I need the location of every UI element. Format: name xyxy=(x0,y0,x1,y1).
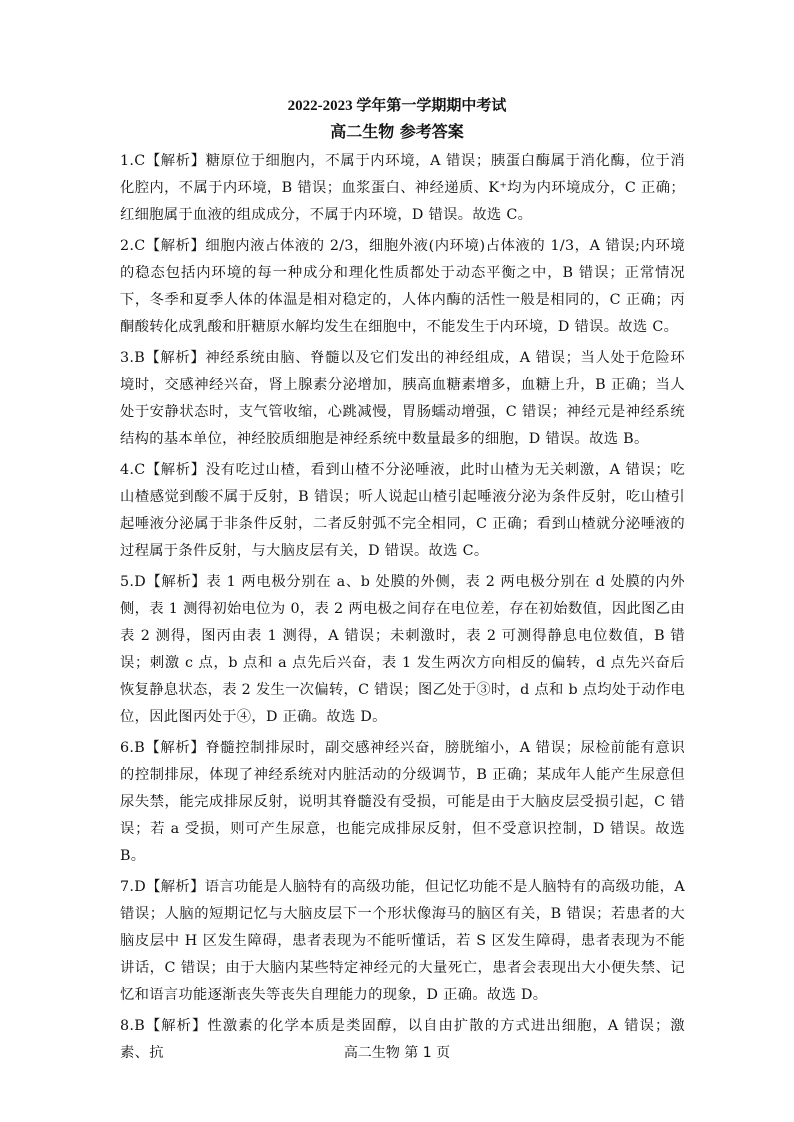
document-subtitle: 高二生物 参考答案 xyxy=(330,122,464,141)
answer-item-4: 4.C【解析】没有吃过山楂，看到山楂不分泌唾液，此时山楂为无关刺激，A 错误；吃山楂感觉到酸不属于反射，B 错误；听人说起山楂引起唾液分泌为条件反射，吃山楂引起唾液分泌属于非条件反射，二者反射弧不完全相同，C 正确；看到山楂就分泌唾液的过程属于条件反射，与大脑皮层有关，D 错误。故选 C。 xyxy=(120,462,685,559)
answer-item-2: 2.C【解析】细胞内液占体液的 2/3，细胞外液(内环境)占体液的 1/3，A 错误;内环境的稳态包括内环境的每一种成分和理化性质都处于动态平衡之中，B 错误；正常情况下，冬季和夏季人体的体温是相对稳定的，人体内酶的活性一般是相同的，C 正确；丙酮酸转化成乳酸和肝糖原水解均发生在细胞中，不能发生于内环境，D 错误。故选 C。 xyxy=(120,238,685,335)
document-title: 2022-2023 学年第一学期期中考试 xyxy=(287,98,507,114)
answer-item-5: 5.D【解析】表 1 两电极分别在 a、b 处膜的外侧，表 2 两电极分别在 d 处膜的内外侧，表 1 测得初始电位为 0，表 2 两电极之间存在电位差，存在初始数值，因此图乙由表 2 测得，图丙由表 1 测得，A 错误；未刺激时，表 2 可测得静息电位数值，B 错误；刺激 c 点，b 点和 a 点先后兴奋，表 1 发生两次方向相反的偏转，d 点先兴奋后恢复静息状态，表 2 发生一次偏转，C 错误；图乙处于③时，d 点和 b 点均处于动作电位，因此图丙处于④，D 正确。故选 D。 xyxy=(120,574,685,725)
answer-item-6: 6.B【解析】脊髓控制排尿时，副交感神经兴奋，膀胱缩小，A 错误；尿检前能有意识的控制排尿，体现了神经系统对内脏活动的分级调节，B 正确；某成年人能产生尿意但尿失禁，能完成排尿反射，说明其脊髓没有受损，可能是由于大脑皮层受损引起，C 错误；若 a 受损，则可产生尿意，也能完成排尿反射，但不受意识控制，D 错误。故选 B。 xyxy=(120,740,685,864)
answer-item-8: 8.B【解析】性激素的化学本质是类固醇，以自由扩散的方式进出细胞，A 错误；激素、抗 xyxy=(120,1018,685,1061)
answer-list xyxy=(120,148,685,1071)
answer-item-1: 1.C【解析】糖原位于细胞内，不属于内环境，A 错误；胰蛋白酶属于消化酶，位于消化腔内，不属于内环境，B 错误；血浆蛋白、神经递质、K⁺均为内环境成分，C 正确；红细胞属于血液的组成成分，不属于内环境，D 错误。故选 C。 xyxy=(120,153,685,223)
answer-item-3: 3.B【解析】神经系统由脑、脊髓以及它们发出的神经组成，A 错误；当人处于危险环境时，交感神经兴奋，肾上腺素分泌增加，胰高血糖素增多，血糖上升，B 正确；当人处于安静状态时，支气管收缩，心跳减慢，胃肠蠕动增强，C 错误；神经元是神经系统结构的基本单位，神经胶质细胞是神经系统中数量最多的细胞，D 错误。故选 B。 xyxy=(120,350,685,447)
answer-item-7: 7.D【解析】语言功能是人脑特有的高级功能，但记忆功能不是人脑特有的高级功能，A 错误；人脑的短期记忆与大脑皮层下一个形状像海马的脑区有关，B 错误；若患者的大脑皮层中 H 区发生障碍，患者表现为不能听懂话，若 S 区发生障碍，患者表现为不能讲话，C 错误；由于大脑内某些特定神经元的大量死亡，患者会表现出大小便失禁、记忆和语言功能逐渐丧失等丧失自理能力的现象，D 正确。故选 D。 xyxy=(120,879,685,1003)
page-footer: 高二生物 第 1 页 xyxy=(343,1045,451,1061)
